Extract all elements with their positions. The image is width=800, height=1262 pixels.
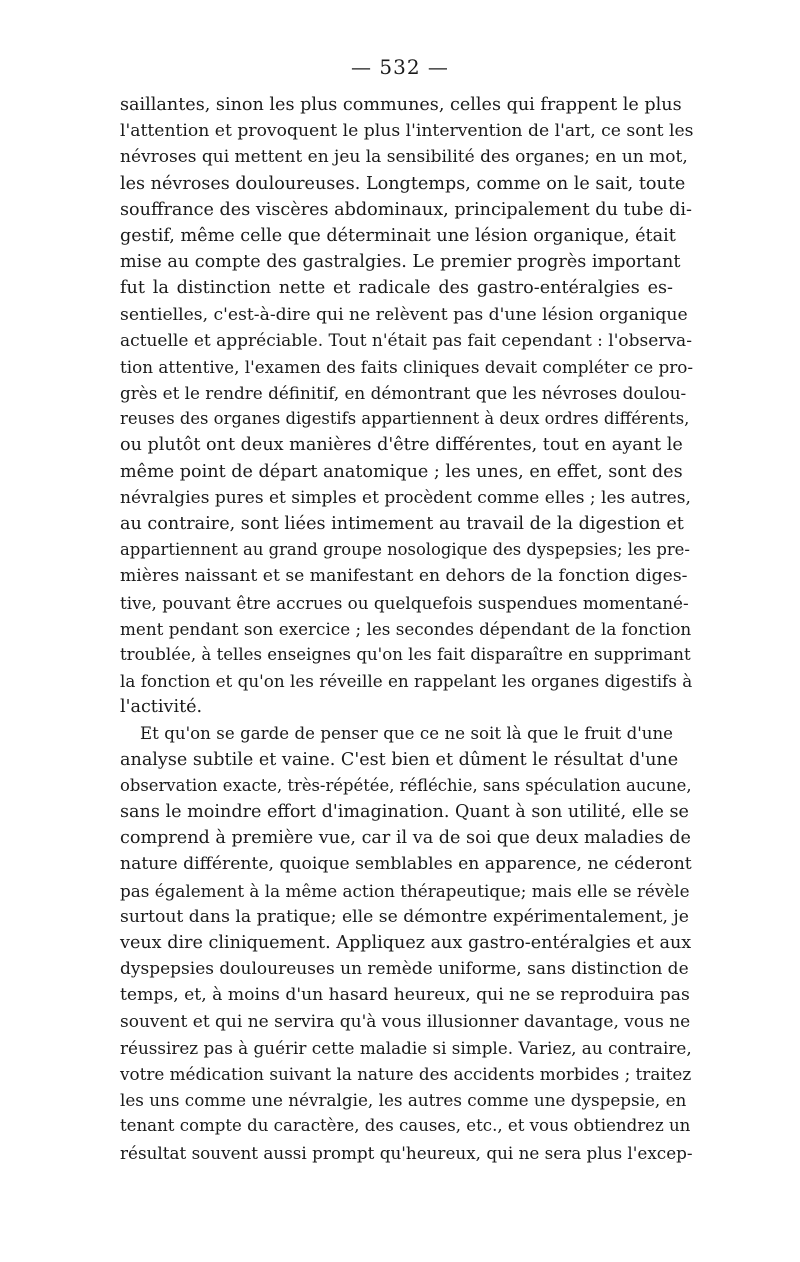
text-line: reuses des organes digestifs appartiennent à deux ordres différents, (120, 409, 690, 429)
paragraph (120, 721, 693, 1166)
text-line: névroses qui mettent en jeu la sensibilité des organes; en un mot, (120, 147, 688, 168)
text-line: dyspepsies douloureuses un remède uniforme, sans distinction de (120, 959, 689, 980)
page-number: — 532 — (351, 55, 449, 79)
text-line: sans le moindre effort d'imagination. Quant à son utilité, elle se (120, 802, 689, 823)
text-line: l'activité. (120, 697, 203, 718)
text-line: névralgies pures et simples et procèdent comme elles ; les autres, (120, 487, 691, 508)
text-line: mise au compte des gastralgies. Le premier progrès important (120, 252, 681, 273)
text-line: temps, et, à moins d'un hasard heureux, qui ne se reproduira pas (120, 985, 690, 1006)
text-line: nature différente, quoique semblables en apparence, ne céderont (120, 854, 692, 875)
text-line: souffrance des viscères abdominaux, principalement du tube di- (120, 199, 692, 220)
text-line: résultat souvent aussi prompt qu'heureux, qui ne sera plus l'excep- (120, 1142, 693, 1163)
text-line: même point de départ anatomique ; les unes, en effet, sont des (120, 461, 683, 482)
text-line: la fonction et qu'on les réveille en rappelant les organes digestifs à (120, 671, 693, 692)
text-line: les uns comme une névralgie, les autres comme une dyspepsie, en (120, 1090, 687, 1111)
text-line: pas également à la même action thérapeutique; mais elle se révèle (120, 880, 690, 901)
text-line: sentielles, c'est-à-dire qui ne relèvent pas d'une lésion organique (120, 304, 688, 325)
text-line: tive, pouvant être accrues ou quelquefois suspendues momentané- (120, 592, 689, 613)
text-line: comprend à première vue, car il va de soi que deux maladies de (120, 828, 691, 849)
text-line: actuelle et appréciable. Tout n'était pas fait cependant : l'observa- (120, 330, 692, 351)
text-line: souvent et qui ne servira qu'à vous illusionner davantage, vous ne (120, 1011, 691, 1032)
text-line: l'attention et provoquent le plus l'intervention de l'art, ce sont les (120, 121, 694, 142)
paragraph (120, 92, 694, 721)
text-line: saillantes, sinon les plus communes, celles qui frappent le plus (120, 95, 682, 115)
text-line: surtout dans la pratique; elle se démontre expérimentalement, je (120, 906, 689, 927)
text-line: tenant compte du caractère, des causes, etc., et vous obtiendrez un (120, 1116, 691, 1136)
text-line: grès et le rendre définitif, en démontrant que les névroses doulou- (120, 383, 687, 404)
text-line: observation exacte, très-répétée, réfléchie, sans spéculation aucune, (120, 775, 692, 795)
text-line: votre médication suivant la nature des accidents morbides ; traitez (120, 1063, 692, 1084)
text-line: ou plutôt ont deux manières d'être différentes, tout en ayant le (120, 435, 683, 456)
text-line: fut la distinction nette et radicale des gastro-entéralgies es- (120, 278, 673, 299)
text-line: tion attentive, l'examen des faits cliniques devait compléter ce pro- (120, 356, 694, 377)
text-line: appartiennent au grand groupe nosologique des dyspepsies; les pre- (120, 540, 690, 560)
text-line: troublée, à telles enseignes qu'on les fait disparaître en supprimant (120, 644, 691, 664)
text-line: mières naissant et se manifestant en dehors de la fonction diges- (120, 566, 688, 587)
text-line: Et qu'on se garde de penser que ce ne soit là que le fruit d'une (140, 723, 673, 743)
text-line: gestif, même celle que déterminait une lésion organique, était (120, 225, 676, 246)
text-line: réussirez pas à guérir cette maladie si simple. Variez, au contraire, (120, 1037, 692, 1058)
text-line: veux dire cliniquement. Appliquez aux gastro-entéralgies et aux (120, 933, 692, 953)
text-line: au contraire, sont liées intimement au travail de la digestion et (120, 514, 684, 534)
text-line: analyse subtile et vaine. C'est bien et dûment le résultat d'une (120, 749, 679, 770)
text-line: les névroses douloureuses. Longtemps, comme on le sait, toute (120, 173, 686, 194)
text-line: ment pendant son exercice ; les secondes dépendant de la fonction (120, 618, 692, 639)
body-text (120, 92, 694, 1166)
